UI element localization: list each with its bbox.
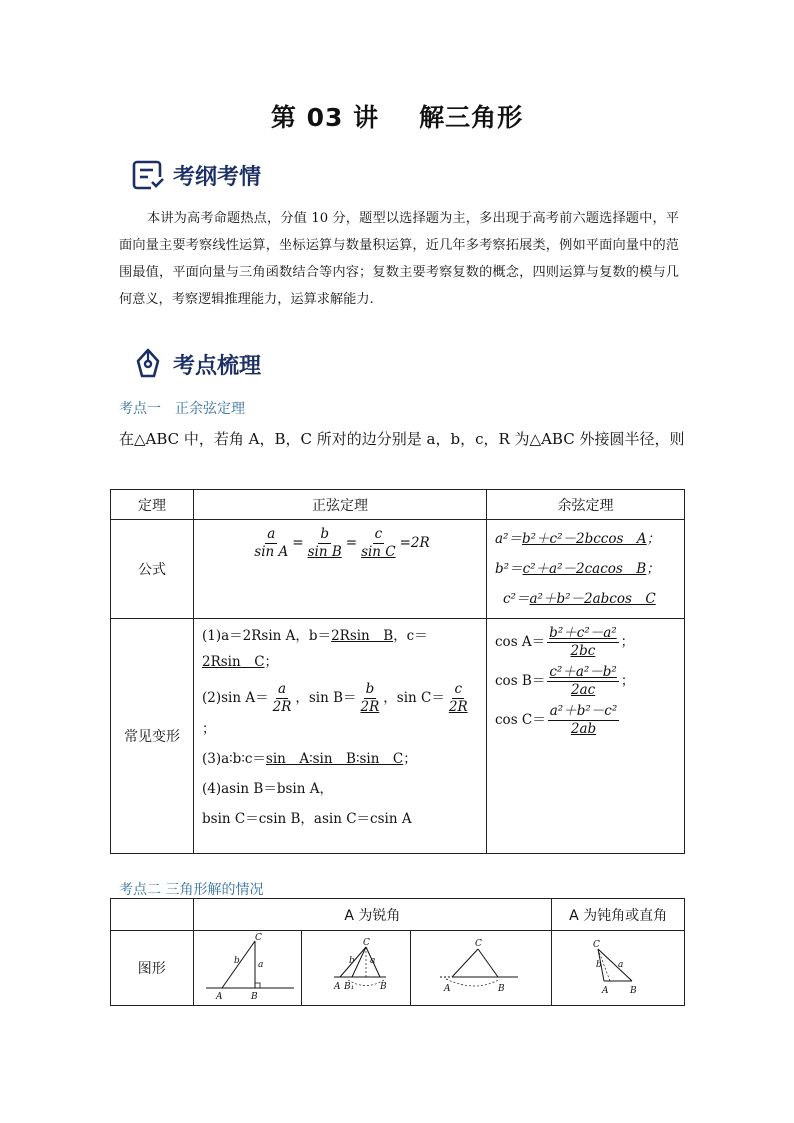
section-header-outline <box>131 158 261 192</box>
svg-text:a: a <box>257 960 263 970</box>
svg-text:b: b <box>233 956 240 966</box>
triangle-obtuse-diagram <box>568 933 668 1003</box>
figure-obtuse <box>552 931 685 1006</box>
cosine-variant-c: cos C＝ $\frac{\text{a²＋b²－c²}}{2ab}$ <box>495 703 618 737</box>
point1-heading: 考点一 正余弦定理 <box>119 401 245 417</box>
page-title <box>0 98 794 134</box>
row-label-formula: 公式 <box>111 520 194 619</box>
cosine-formula-c: c²＝a²＋b²－2abcos C <box>503 591 656 607</box>
svg-text:C: C <box>254 933 262 943</box>
section-header-points <box>131 347 261 381</box>
sine-variant-3: (3)a∶b∶c＝sin A∶sin B∶sin C； <box>202 751 417 767</box>
svg-text:b: b <box>596 960 602 970</box>
section-title-outline: 考纲考情 <box>173 164 262 190</box>
cosine-formula-b: b²＝c²＋a²－2cacos B； <box>495 561 660 577</box>
th-theorem: 定理 <box>111 490 194 520</box>
th-acute: A 为锐角 <box>193 899 552 931</box>
svg-text:C: C <box>363 938 371 948</box>
svg-text:B: B <box>630 986 637 996</box>
empty-corner <box>111 899 194 931</box>
svg-text:C: C <box>475 939 483 949</box>
svg-text:A: A <box>444 984 451 994</box>
triangle-solution-table <box>110 898 685 1006</box>
pen-nib-icon <box>131 347 165 381</box>
th-sine-law: 正弦定理 <box>194 490 487 520</box>
svg-text:A: A <box>602 986 609 996</box>
sine-law-formula: $\frac{a}{\text{sin A}}$ = $\frac{b}{\text{sin B}}$ = $\frac{c}{\text{sin C}}$ =2R <box>194 520 487 619</box>
svg-text:B₁: B₁ <box>344 982 355 992</box>
row-label-variants: 常见变形 <box>111 619 194 854</box>
figure-acute-1 <box>193 931 302 1006</box>
theorem-table <box>110 489 685 854</box>
svg-text:A: A <box>334 982 341 992</box>
point1-intro: 在△ABC 中，若角 A，B，C 所对的边分别是 a，b，c，R 为△ABC 外接圆半径，则 <box>119 430 685 448</box>
sine-variant-1: (1)a＝2Rsin A，b＝2Rsin B，c＝ <box>202 628 428 644</box>
cosine-formula-a: a²＝b²＋c²－2bccos A； <box>495 531 661 547</box>
svg-text:B: B <box>250 992 258 1002</box>
cosine-variant-b: cos B＝ $\frac{\text{c²＋a²－b²}}{2ac}$ ； <box>495 664 635 698</box>
th-obtuse: A 为钝角或直角 <box>552 899 685 931</box>
row-label-figure: 图形 <box>111 931 194 1006</box>
cosine-variant-a: cos A＝ $\frac{\text{b²＋c²－a²}}{2bc}$ ； <box>495 625 635 659</box>
cosine-law-variants <box>487 619 685 854</box>
svg-text:B: B <box>380 982 388 992</box>
figure-acute-2 <box>302 931 411 1006</box>
triangle-two-solutions-diagram <box>306 933 406 1003</box>
triangle-one-solution-diagram <box>426 933 536 1003</box>
svg-text:b: b <box>349 956 356 966</box>
section-title-points: 考点梳理 <box>173 353 262 379</box>
point2-heading: 考点二 三角形解的情况 <box>119 882 264 898</box>
th-cosine-law: 余弦定理 <box>487 490 685 520</box>
list-document-icon <box>131 158 165 192</box>
sine-variant-4: (4)asin B＝bsin A， <box>202 781 333 797</box>
lesson-title: 解三角形 <box>419 103 524 132</box>
intro-paragraph: 本讲为高考命题热点，分值 10 分，题型以选择题为主，多出现于高考前六题选择题中，平面向量主要考察线性运算，坐标运算与数量积运算，近几年多考察拓展类，例如平面向量中的范围最值，平面向量与三角函数结合等内容；复数主要考察复数的概念，四则运算与复数的模与几何意义，考察逻辑推理能力，运算求解能力. <box>119 211 679 307</box>
sine-variant-5: bsin C＝csin B，asin C＝csin A <box>202 811 412 827</box>
svg-text:a: a <box>618 960 624 970</box>
figure-acute-3 <box>411 931 552 1006</box>
svg-text:A: A <box>215 992 222 1002</box>
lesson-number: 第 03 讲 <box>270 103 380 132</box>
svg-text:C: C <box>593 940 600 950</box>
svg-text:B: B <box>498 984 505 994</box>
triangle-right-height-diagram <box>198 933 298 1003</box>
svg-text:a: a <box>370 956 376 966</box>
sine-variant-2: (2)sin A＝ $\frac{a}{2R}$ ，sin B＝ $\frac{b}{2R}$ ，sin C＝ $\frac{c}{2R}$ ； <box>202 681 468 737</box>
cosine-law-formula <box>487 520 685 619</box>
sine-law-variants: (1)a＝2Rsin A，b＝2Rsin B，c＝ 2Rsin C； (2)sin A＝ $\frac{a}{2R}$ ，sin B＝ $\frac{b}{2R}$ ，sin C＝ $\frac{c}{2R}$ ； (3)a∶b∶c＝sin A∶sin B∶sin C； (4)asin B＝bsin A， bsin C＝csin B，asin C＝csin A <box>194 619 487 854</box>
